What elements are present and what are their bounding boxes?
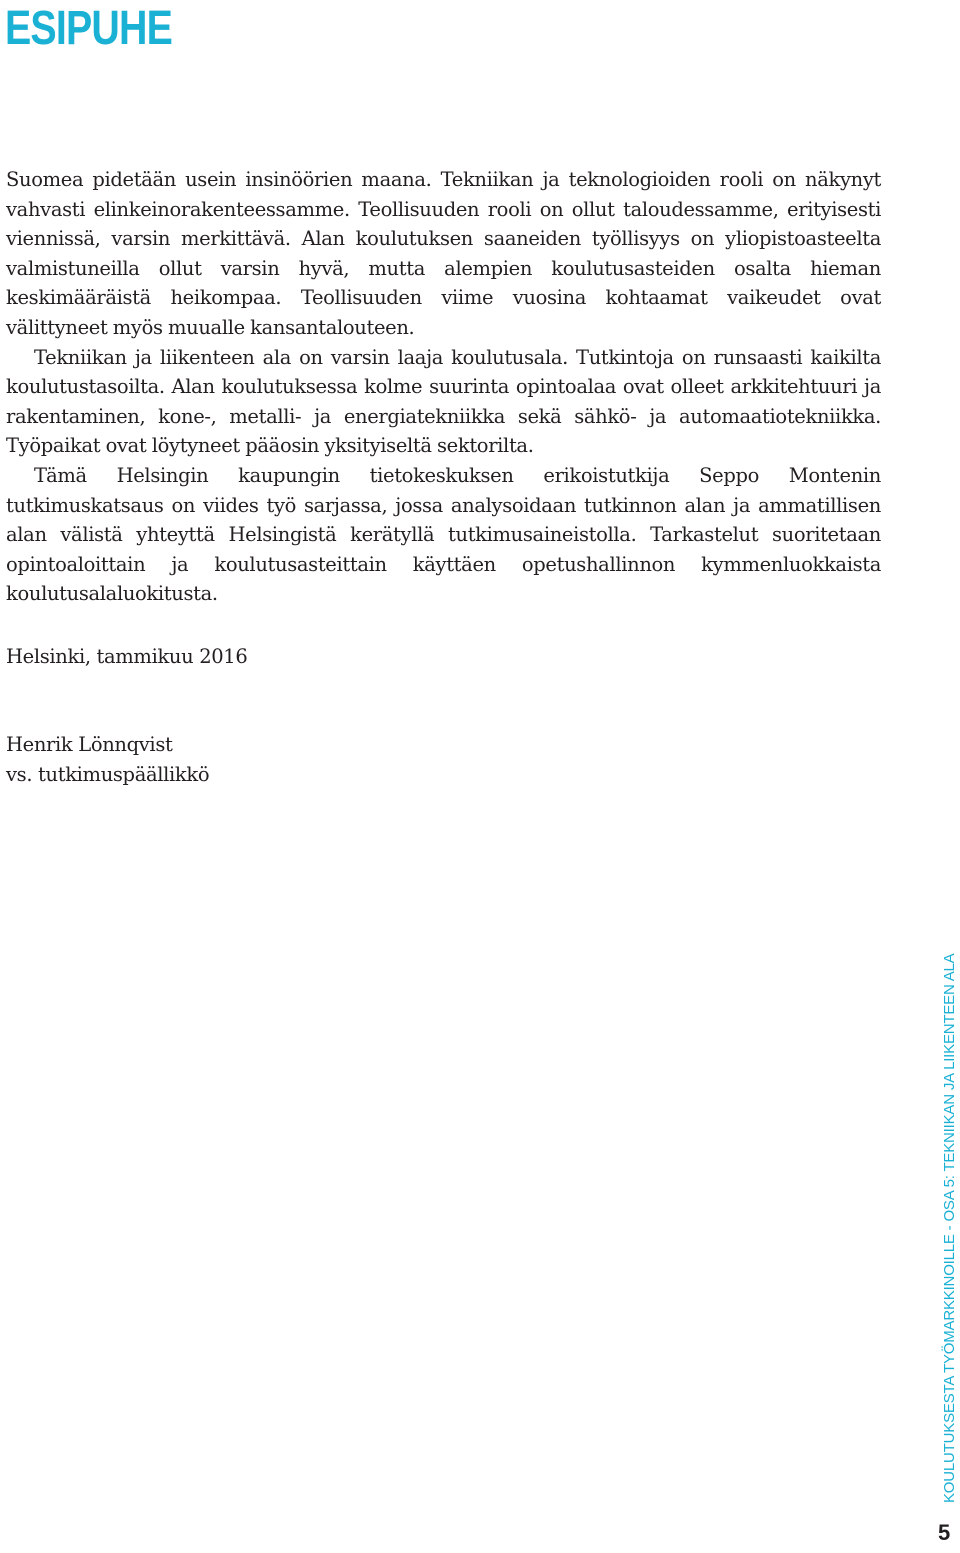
preface-body [6, 165, 881, 609]
page-heading: ESIPUHE [5, 2, 173, 55]
page-number: 5 [938, 1520, 951, 1545]
signature-name: Henrik Lönnqvist [6, 733, 173, 756]
paragraph-3: Tämä Helsingin kaupungin tietokeskuksen erikoistutkija Seppo Montenin tutkimuskatsaus on viides työ sarjassa, jossa analysoidaan tutkinnon alan ja ammatillisen alan välistä yhteyttä Helsingistä kerätyllä tutkimusaineistolla. Tarkastelut suoritetaan opintoaloittain ja koulutusasteittain käyttäen opetushallinnon kymmenluokkaista koulutusalaluokitusta. [6, 463, 881, 606]
signature-block [6, 730, 209, 789]
side-running-title: KOULUTUKSESTA TYÖMARKKINOILLE - OSA 5: TEKNIIKAN JA LIIKENTEEN ALA [941, 953, 958, 1503]
paragraph-1: Suomea pidetään usein insinöörien maana. Tekniikan ja teknologioiden rooli on näkynyt vahvasti elinkeinorakenteessamme. Teollisuuden rooli on ollut taloudessamme, erityisesti viennissä, varsin merkittävä. Alan koulutuksen saaneiden työllisyys on yliopistoasteelta valmistuneilla ollut varsin hyvä, mutta alempien koulutusasteiden osalta hieman keskimääräistä heikompaa. Teollisuuden viime vuosina kohtaamat vaikeudet ovat välittyneet myös muualle kansantalouteen. [6, 168, 881, 339]
paragraph-2: Tekniikan ja liikenteen ala on varsin laaja koulutusala. Tutkintoja on runsaasti kaikilta koulutustasoilta. Alan koulutuksessa kolme suurinta opintoalaa ovat olleet arkkitehtuuri ja rakentaminen, kone-, metalli- ja energiatekniikka sekä sähkö- ja automaatiotekniikka. Työpaikat ovat löytyneet pääosin yksityiseltä sektorilta. [6, 345, 881, 458]
signature-title: vs. tutkimuspäällikkö [6, 762, 210, 786]
place-date: Helsinki, tammikuu 2016 [6, 645, 248, 668]
